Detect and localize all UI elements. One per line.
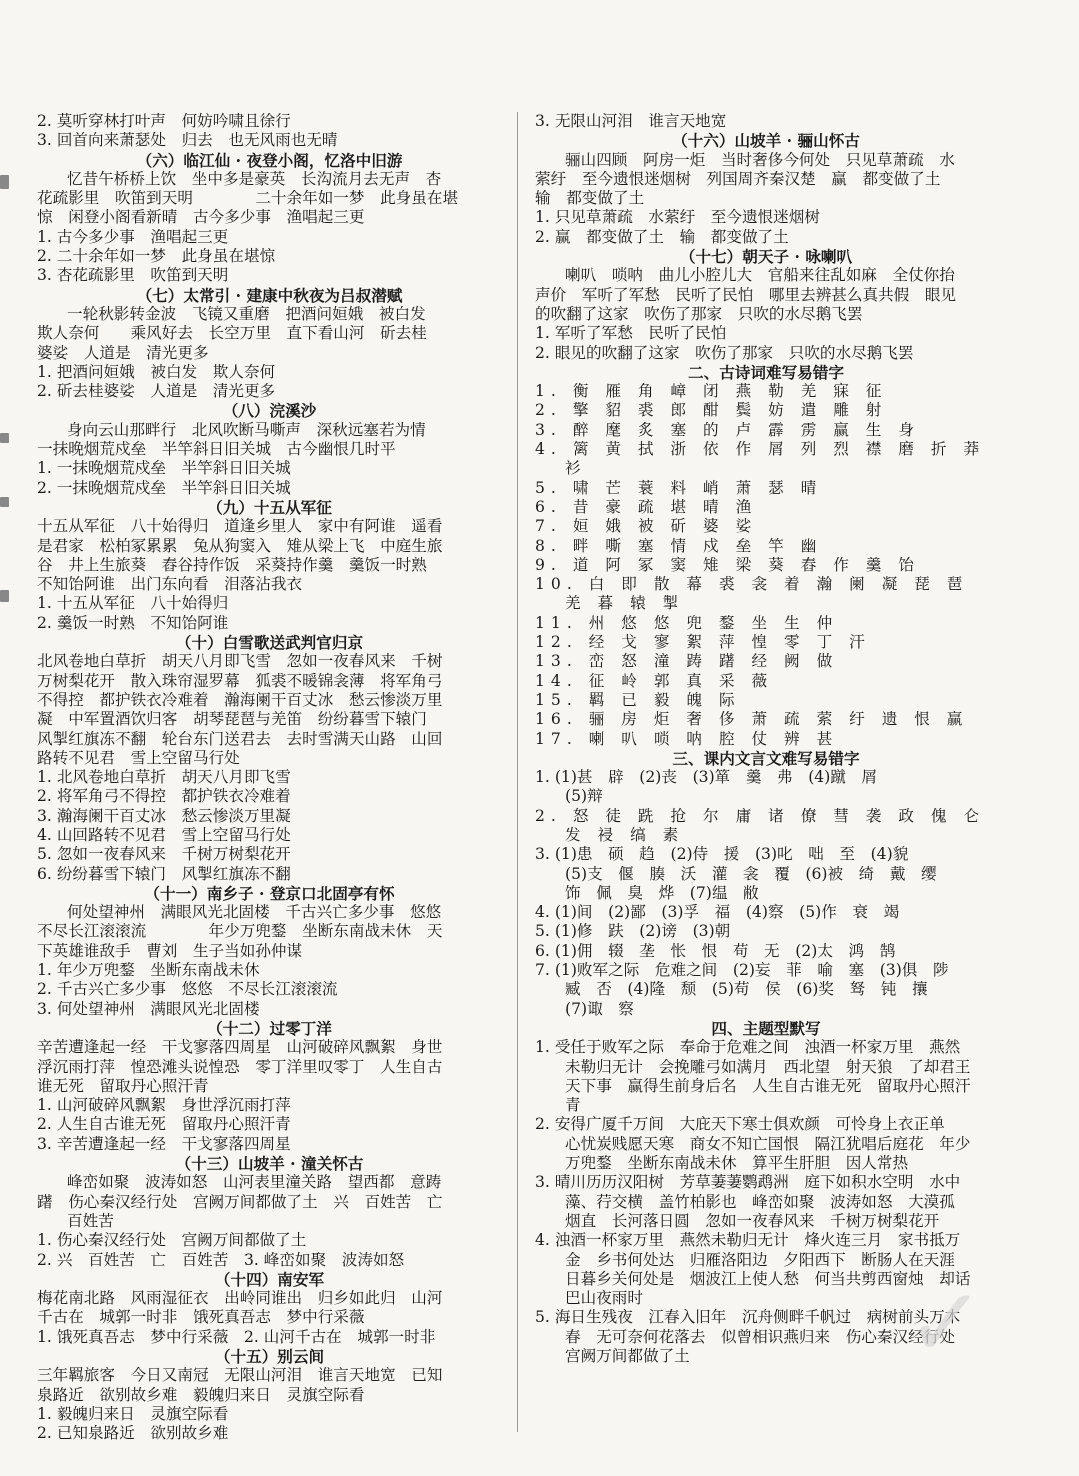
text-line: 6. 昔 豪 疏 堪 晴 渔 — [535, 497, 758, 516]
text-line: 青 — [565, 1096, 581, 1115]
text-line: 天下事 赢得生前身后名 人生自古谁无死 留取丹心照汗 — [565, 1076, 971, 1095]
text-line: 14. 征 岭 郭 真 采 薇 — [535, 671, 774, 690]
text-line: 2. 擎 貂 裘 郎 酣 鬓 妨 遣 雕 射 — [535, 401, 888, 420]
text-line: 3. 晴川历历汉阳树 芳草萋萋鹦鹉洲 庭下如积水空明 水中 — [535, 1173, 961, 1192]
text-line: 2. 将军角弓不得控 都护铁衣冷难着 — [37, 787, 291, 806]
text-line: 输 都变做了土 — [535, 189, 645, 208]
section-heading: （八）浣溪沙 — [222, 401, 317, 421]
text-line: 15. 羁 已 毅 魄 际 — [535, 690, 741, 709]
text-line: 躇 伤心秦汉经行处 宫阙万间都做了土 兴 百姓苦 亡 — [37, 1192, 443, 1211]
text-line: 1. 受任于败军之际 奉命于危难之间 浊酒一杯家万里 燕然 — [535, 1038, 961, 1057]
text-line: 发 祲 缟 素 — [565, 825, 685, 844]
text-line: 羌 暮 辕 掣 — [565, 594, 685, 613]
text-line: 5. 啸 芒 蓑 料 峭 萧 瑟 晴 — [535, 478, 823, 497]
text-line: 5. 海日生残夜 江春入旧年 沉舟侧畔千帆过 病树前头万木 — [535, 1308, 961, 1327]
text-line: 3. 瀚海阑干百丈冰 愁云惨淡万里凝 — [37, 806, 291, 825]
section-heading: （十六）山坡羊 · 骊山怀古 — [672, 131, 860, 151]
text-line: 的吹翻了这家 吹伤了那家 只吹的水尽鹅飞罢 — [535, 304, 863, 323]
text-line: 金 乡书何处达 归雁洛阳边 夕阳西下 断肠人在天涯 — [565, 1250, 955, 1269]
page-edge-mark — [0, 433, 9, 443]
text-line: 下英雄谁敌手 曹刘 生子当如孙仲谋 — [37, 941, 303, 960]
text-line: 1. 军听了军愁 民听了民怕 — [535, 324, 727, 343]
text-line: 2. 已知泉路近 欲别故乡难 — [37, 1424, 229, 1443]
text-line: 臧 否 (4)隆 颓 (5)苟 侯 (6)奖 驽 钝 攘 — [565, 980, 928, 999]
text-line: 何处望神州 满眼风光北固楼 千古兴亡多少事 悠悠 — [67, 903, 442, 922]
text-line: 1. 山河破碎风飘絮 身世浮沉雨打萍 — [37, 1096, 291, 1115]
text-line: 欺人奈何 乘风好去 长空万里 直下看山河 斫去桂 — [37, 324, 427, 343]
left-column — [37, 112, 502, 1443]
text-line: 1. 古今多少事 渔唱起三更 — [37, 227, 229, 246]
text-line: 1. 毅魄归来日 灵旗空际看 — [37, 1404, 229, 1423]
section-heading: （十四）南安军 — [214, 1269, 325, 1289]
text-line: (5)辩 — [565, 787, 603, 806]
text-line: 惊 闲登小阁看新晴 古今多少事 渔唱起三更 — [37, 208, 365, 227]
text-line: 忆昔午桥桥上饮 坐中多是豪英 长沟流月去无声 杏 — [67, 169, 442, 188]
text-line: 日暮乡关何处是 烟波江上使人愁 何当共剪西窗烛 却话 — [565, 1269, 971, 1288]
text-line: 未勒归无计 会挽雕弓如满月 西北望 射天狼 了却君王 — [565, 1057, 971, 1076]
text-line: 1. 把酒问姮娥 被白发 欺人奈何 — [37, 362, 276, 381]
text-line: 2. 二十余年如一梦 此身虽在堪惊 — [37, 247, 276, 266]
text-line: 2. 莫听穿林打叶声 何妨吟啸且徐行 — [37, 112, 291, 130]
text-line: 巴山夜雨时 — [565, 1289, 643, 1308]
text-line: 5. 忽如一夜春风来 千树万树梨花开 — [37, 845, 291, 864]
text-line: 1. 年少万兜鍪 坐断东南战未休 — [37, 961, 260, 980]
text-line: 4. 山回路转不见君 雪上空留马行处 — [37, 825, 291, 844]
text-line: 饰 佩 臭 烨 (7)缊 敝 — [565, 883, 759, 902]
text-line: 万树梨花开 散入珠帘湿罗幕 狐裘不暖锦衾薄 将军角弓 — [37, 671, 443, 690]
text-line: 风掣红旗冻不翻 轮台东门送君去 去时雪满天山路 山回 — [37, 729, 443, 748]
text-line: 百姓苦 — [67, 1211, 114, 1230]
section-heading: （十一）南乡子 · 登京口北固亭有怀 — [144, 883, 395, 903]
section-heading: （十）白雪歌送武判官归京 — [175, 633, 364, 653]
text-line: 16. 骊 房 炬 奢 侈 萧 疏 萦 纡 遗 恨 赢 — [535, 710, 969, 729]
section-heading: 四、主题型默写 — [711, 1018, 821, 1038]
text-line: 不尽长江滚滚流 年少万兜鍪 坐断东南战未休 天 — [37, 922, 443, 941]
text-line: 路转不见君 雪上空留马行处 — [37, 748, 240, 767]
text-line: 衫 — [565, 459, 581, 478]
text-line: 凝 中军置酒饮归客 胡琴琵琶与羌笛 纷纷暮雪下辕门 — [37, 710, 427, 729]
text-line: (7)诹 察 — [565, 999, 634, 1018]
watermark-icon: ✓ — [905, 1267, 987, 1379]
text-line: 1. 一抹晚烟荒戍垒 半竿斜日旧关城 — [37, 459, 291, 478]
text-line: (5)支 偃 腠 沃 灌 衾 覆 (6)被 绮 戴 缨 — [565, 864, 937, 883]
text-line: 1. 饿死真吾志 梦中行采薇 2. 山河千古在 城郭一时非 — [37, 1327, 436, 1346]
text-line: 谁无死 留取丹心照汗青 — [37, 1076, 209, 1095]
text-line: 2. 人生自古谁无死 留取丹心照汗青 — [37, 1115, 291, 1134]
text-line: 一抹晚烟荒戍垒 半竿斜日旧关城 古今幽恨几时平 — [37, 440, 396, 459]
text-line: 不知饴阿谁 出门东向看 泪落沾我衣 — [37, 575, 303, 594]
text-line: 3. (1)患 硕 趋 (2)侍 援 (3)叱 咄 至 (4)貌 — [535, 845, 909, 864]
text-line: 泉路近 欲别故乡难 毅魄归来日 灵旗空际看 — [37, 1385, 365, 1404]
text-line: 北风卷地白草折 胡天八月即飞雪 忽如一夜春风来 千树 — [37, 652, 443, 671]
section-heading: （十三）山坡羊 · 潼关怀古 — [175, 1154, 364, 1174]
text-line: 千古在 城郭一时非 饿死真吾志 梦中行采薇 — [37, 1308, 365, 1327]
text-line: 骊山四顾 阿房一炬 当时奢侈今何处 只见草萧疏 水 — [565, 150, 955, 169]
text-line: 2. 赢 都变做了土 输 都变做了土 — [535, 227, 789, 246]
text-line: 梅花南北路 风雨湿征衣 出岭同谁出 归乡如此归 山河 — [37, 1289, 443, 1308]
right-column — [535, 112, 997, 1366]
section-heading: （十二）过零丁洋 — [207, 1018, 332, 1038]
text-line: 13. 峦 怒 潼 踌 躇 经 阙 做 — [535, 652, 839, 671]
text-line: 4. (1)间 (2)鄙 (3)孚 福 (4)察 (5)作 衰 竭 — [535, 903, 900, 922]
text-line: 万兜鍪 坐断东南战未休 算平生肝胆 因人常热 — [565, 1154, 909, 1173]
text-line: 3. 回首向来萧瑟处 归去 也无风雨也无晴 — [37, 131, 338, 150]
section-heading: （七）太常引 · 建康中秋夜为吕叔潜赋 — [136, 285, 403, 305]
text-line: 身向云山那畔行 北风吹断马嘶声 深秋远塞若为情 — [67, 420, 426, 439]
text-line: 8. 畔 嘶 塞 情 戍 垒 竿 幽 — [535, 536, 823, 555]
page-edge-mark — [0, 497, 9, 507]
text-line: 2. 千古兴亡多少事 悠悠 不尽长江滚滚流 — [37, 980, 338, 999]
text-line: 是君家 松柏冢累累 兔从狗窦入 雉从梁上飞 中庭生旅 — [37, 536, 443, 555]
text-line: 7. (1)败军之际 危难之间 (2)妄 菲 喻 塞 (3)俱 陟 — [535, 961, 949, 980]
text-line: 一轮秋影转金波 飞镜又重磨 把酒问姮娥 被白发 — [67, 304, 426, 323]
text-line: 2. 眼见的吹翻了这家 吹伤了那家 只吹的水尽鹅飞罢 — [535, 343, 914, 362]
section-heading: （九）十五从军征 — [207, 497, 332, 517]
text-line: 2. 斫去桂婆娑 人道是 清光更多 — [37, 382, 276, 401]
text-line: 6. (1)佣 辍 垄 怅 恨 苟 无 (2)太 鸿 鹄 — [535, 941, 896, 960]
text-line: 1. (1)甚 辟 (2)丧 (3)箪 羹 弗 (4)蹴 屑 — [535, 768, 878, 787]
text-line: 婆娑 人道是 清光更多 — [37, 343, 209, 362]
section-heading: （十五）别云间 — [214, 1347, 325, 1366]
text-line: 1. 衡 雁 角 嶂 闭 燕 勒 羌 寐 征 — [535, 382, 888, 401]
text-line: 2. 一抹晚烟荒戍垒 半竿斜日旧关城 — [37, 478, 291, 497]
text-line: 6. 纷纷暮雪下辕门 风掣红旗冻不翻 — [37, 864, 291, 883]
text-line: 宫阙万间都做了土 — [565, 1347, 690, 1365]
text-line: 心忧炭贱愿天寒 商女不知亡国恨 隔江犹唱后庭花 年少 — [565, 1134, 971, 1153]
text-line: 春 无可奈何花落去 似曾相识燕归来 伤心秦汉经行处 — [565, 1327, 955, 1346]
text-line: 10. 白 即 散 幕 裘 衾 着 瀚 阑 凝 琵 琶 — [535, 575, 969, 594]
text-line: 喇叭 唢呐 曲儿小腔儿大 官船来往乱如麻 全仗你抬 — [565, 266, 955, 285]
text-line: 不得控 都护铁衣冷难着 瀚海阑干百丈冰 愁云惨淡万里 — [37, 690, 443, 709]
text-line: 1. 只见草萧疏 水萦纡 至今遗恨迷烟树 — [535, 208, 820, 227]
text-line: 3. 醉 麾 炙 塞 的 卢 霹 雳 赢 生 身 — [535, 420, 920, 439]
text-line: 2. 兴 百姓苦 亡 百姓苦 3. 峰峦如聚 波涛如怒 — [37, 1250, 405, 1269]
text-line: 5. (1)修 趺 (2)谤 (3)朝 — [535, 922, 731, 941]
text-line: 3. 无限山河泪 谁言天地宽 — [535, 112, 727, 130]
text-line: 辛苦遭逢起一经 干戈寥落四周星 山河破碎风飘絮 身世 — [37, 1038, 443, 1057]
text-line: 3. 杏花疏影里 吹笛到天明 — [37, 266, 229, 285]
text-line: 1. 十五从军征 八十始得归 — [37, 594, 229, 613]
text-line: 花疏影里 吹笛到天明 二十余年如一梦 此身虽在堪 — [37, 189, 459, 208]
text-line: 2. 安得广厦千万间 大庇天下寒士俱欢颜 可怜身上衣正单 — [535, 1115, 945, 1134]
section-heading: （十七）朝天子 · 咏喇叭 — [679, 247, 853, 267]
text-line: 谷 井上生旅葵 舂谷持作饭 采葵持作羹 羹饭一时熟 — [37, 555, 427, 574]
page-edge-mark — [0, 175, 9, 189]
section-heading: 三、课内文言文难写易错字 — [672, 748, 860, 768]
text-line: 烟直 长河落日圆 忽如一夜春风来 千树万树梨花开 — [565, 1211, 940, 1230]
text-line: 1. 伤心秦汉经行处 宫阙万间都做了土 — [37, 1231, 307, 1250]
section-heading: 二、古诗词难写易错字 — [688, 362, 844, 382]
text-line: 2. 羹饭一时熟 不知饴阿谁 — [37, 613, 229, 632]
text-line: 藻、荇交横 盖竹柏影也 峰峦如聚 波涛如怒 大漠孤 — [565, 1192, 955, 1211]
text-line: 3. 何处望神州 满眼风光北固楼 — [37, 999, 260, 1018]
text-line: 9. 道 阿 冢 窦 雉 梁 葵 舂 作 羹 饴 — [535, 555, 920, 574]
text-line: 浮沉雨打萍 惶恐滩头说惶恐 零丁洋里叹零丁 人生自古 — [37, 1057, 443, 1076]
section-heading: （六）临江仙 · 夜登小阁，忆洛中旧游 — [136, 150, 403, 170]
text-line: 十五从军征 八十始得归 道逢乡里人 家中有阿谁 遥看 — [37, 517, 443, 536]
text-line: 7. 姮 娥 被 斫 婆 娑 — [535, 517, 758, 536]
text-line: 2. 怒 徒 跣 抢 尔 庸 诸 僚 彗 袭 政 傀 仑 — [535, 806, 986, 825]
page-edge-mark — [0, 590, 9, 602]
text-line: 12. 经 戈 寥 絮 萍 惶 零 丁 汗 — [535, 633, 871, 652]
column-divider — [517, 112, 518, 1432]
text-line: 17. 喇 叭 唢 呐 腔 仗 辨 甚 — [535, 729, 839, 748]
text-line: 4. 浊酒一杯家万里 燕然未勒归无计 烽火连三月 家书抵万 — [535, 1231, 961, 1250]
text-line: 1. 北风卷地白草折 胡天八月即飞雪 — [37, 768, 291, 787]
text-line: 11. 州 悠 悠 兜 鍪 坐 生 仲 — [535, 613, 839, 632]
text-line: 三年羁旅客 今日又南冠 无限山河泪 谁言天地宽 已知 — [37, 1366, 443, 1385]
text-line: 峰峦如聚 波涛如怒 山河表里潼关路 望西都 意踌 — [67, 1173, 442, 1192]
text-line: 声价 军听了军愁 民听了民怕 哪里去辨甚么真共假 眼见 — [535, 285, 957, 304]
text-line: 萦纡 至今遗恨迷烟树 列国周齐秦汉楚 赢 都变做了土 — [535, 169, 941, 188]
text-line: 3. 辛苦遭逢起一经 干戈寥落四周星 — [37, 1134, 291, 1153]
text-line: 4. 篱 黄 拭 浙 依 作 屑 列 烈 襟 磨 折 莽 — [535, 440, 986, 459]
